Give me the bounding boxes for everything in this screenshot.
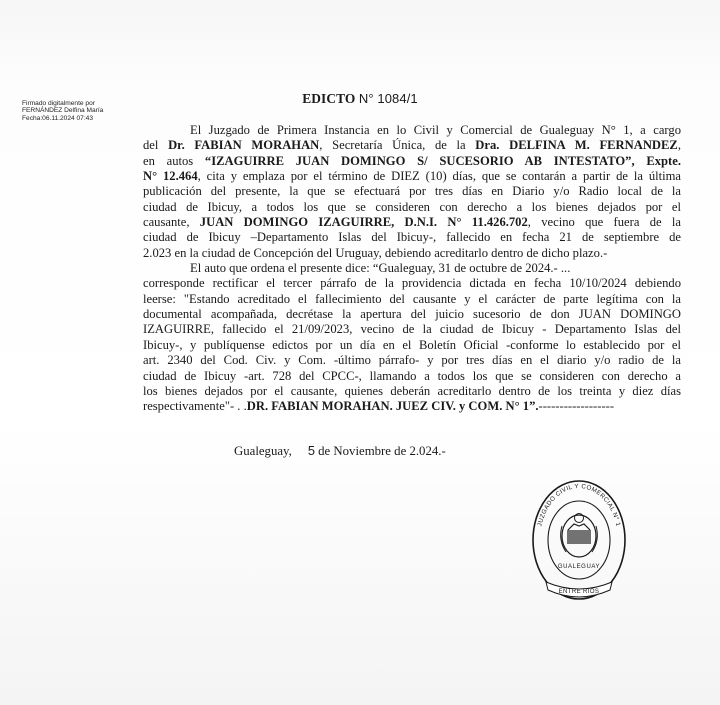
date-city: Gualeguay, <box>234 444 292 458</box>
document-title <box>0 91 720 107</box>
date-day: 5 <box>307 443 315 458</box>
body-line: IZAGUIRRE, fallecido el 21/09/2023, vecino de la ciudad de Ibicuy - Departamento Islas del <box>143 322 681 337</box>
body-line: ciudad de Ibicuy, a todos los que se consideren con derecho a los bienes dejados por el <box>143 199 681 214</box>
date-rest: de Noviembre de 2.024.- <box>318 444 446 458</box>
court-seal-stamp <box>530 478 628 602</box>
signature-line-3: Fecha:06.11.2024 07:43 <box>22 114 94 122</box>
edict-body <box>143 123 681 415</box>
body-line: N° 12.464, cita y emplaza por el término de DIEZ (10) días, que se contarán a partir de la última <box>143 169 681 184</box>
svg-text:GUALEGUAY: GUALEGUAY <box>557 564 601 570</box>
body-line: ciudad de Ibicuy –Departamento Islas del Ibicuy-, fallecido en fecha 21 de septiembre de <box>143 230 681 245</box>
body-line: El auto que ordena el presente dice: “Gualeguay, 31 de octubre de 2024.- ... <box>190 261 571 276</box>
svg-text:JUZGADO CIVIL Y COMERCIAL N° 1: JUZGADO CIVIL Y COMERCIAL N° 1 <box>536 482 622 528</box>
date-line <box>234 443 446 459</box>
body-line: ciudad de Ibicuy -art. 728 del CPCC-, llamando a todos los que se consideren con derecho a <box>143 368 681 383</box>
body-line: El Juzgado de Primera Instancia en lo Civil y Comercial de Gualeguay N° 1, a cargo <box>190 123 681 137</box>
body-line: en autos “IZAGUIRRE JUAN DOMINGO S/ SUCESORIO AB INTESTATO”, Expte. <box>143 153 681 168</box>
signature-line-2: FERNÁNDEZ Delfina María <box>22 107 104 115</box>
title-word: EDICTO <box>302 91 356 106</box>
body-line: art. 2340 del Cod. Civ. y Com. -último párrafo- y por tres días en el diario y/o radio de la <box>143 353 681 368</box>
body-line: documental acompañada, decrétase la apertura del juicio sucesorio de don JUAN DOMINGO <box>143 307 681 322</box>
body-line: 2.023 en la ciudad de Concepción del Uruguay, debiendo acreditarlo dentro de dicho plazo.- <box>143 245 608 260</box>
body-line: Ibicuy-, y publíquense edictos por un día en el Boletín Oficial -conforme lo establecido por el <box>143 337 681 352</box>
body-line: corresponde rectificar el tercer párrafo de la providencia dictada en fecha 10/10/2024 debiendo <box>143 276 681 291</box>
body-line: los bienes dejados por el causante, quienes deberán acreditarlo dentro de los treinta y diez días <box>143 383 681 398</box>
title-number: N° 1084/1 <box>358 91 418 106</box>
body-line: respectivamente"- . .DR. FABIAN MORAHAN. JUEZ CIV. y COM. N° 1”.------------------ <box>143 399 615 414</box>
svg-text:ENTRE RIOS: ENTRE RIOS <box>558 589 600 595</box>
body-line: causante, JUAN DOMINGO IZAGUIRRE, D.N.I. N° 11.426.702, vecino que fuera de la <box>143 215 681 230</box>
body-line: del Dr. FABIAN MORAHAN, Secretaría Única, de la Dra. DELFINA M. FERNANDEZ, <box>143 138 681 153</box>
signature-line-1: Firmado digitalmente por <box>22 100 95 107</box>
body-line: leerse: "Estando acreditado el fallecimiento del causante y el carácter de parte legítima con la <box>143 291 681 306</box>
body-line: publicación del presente, la que se efectuará por tres días en Diario y/o Radio local de la <box>143 184 681 199</box>
